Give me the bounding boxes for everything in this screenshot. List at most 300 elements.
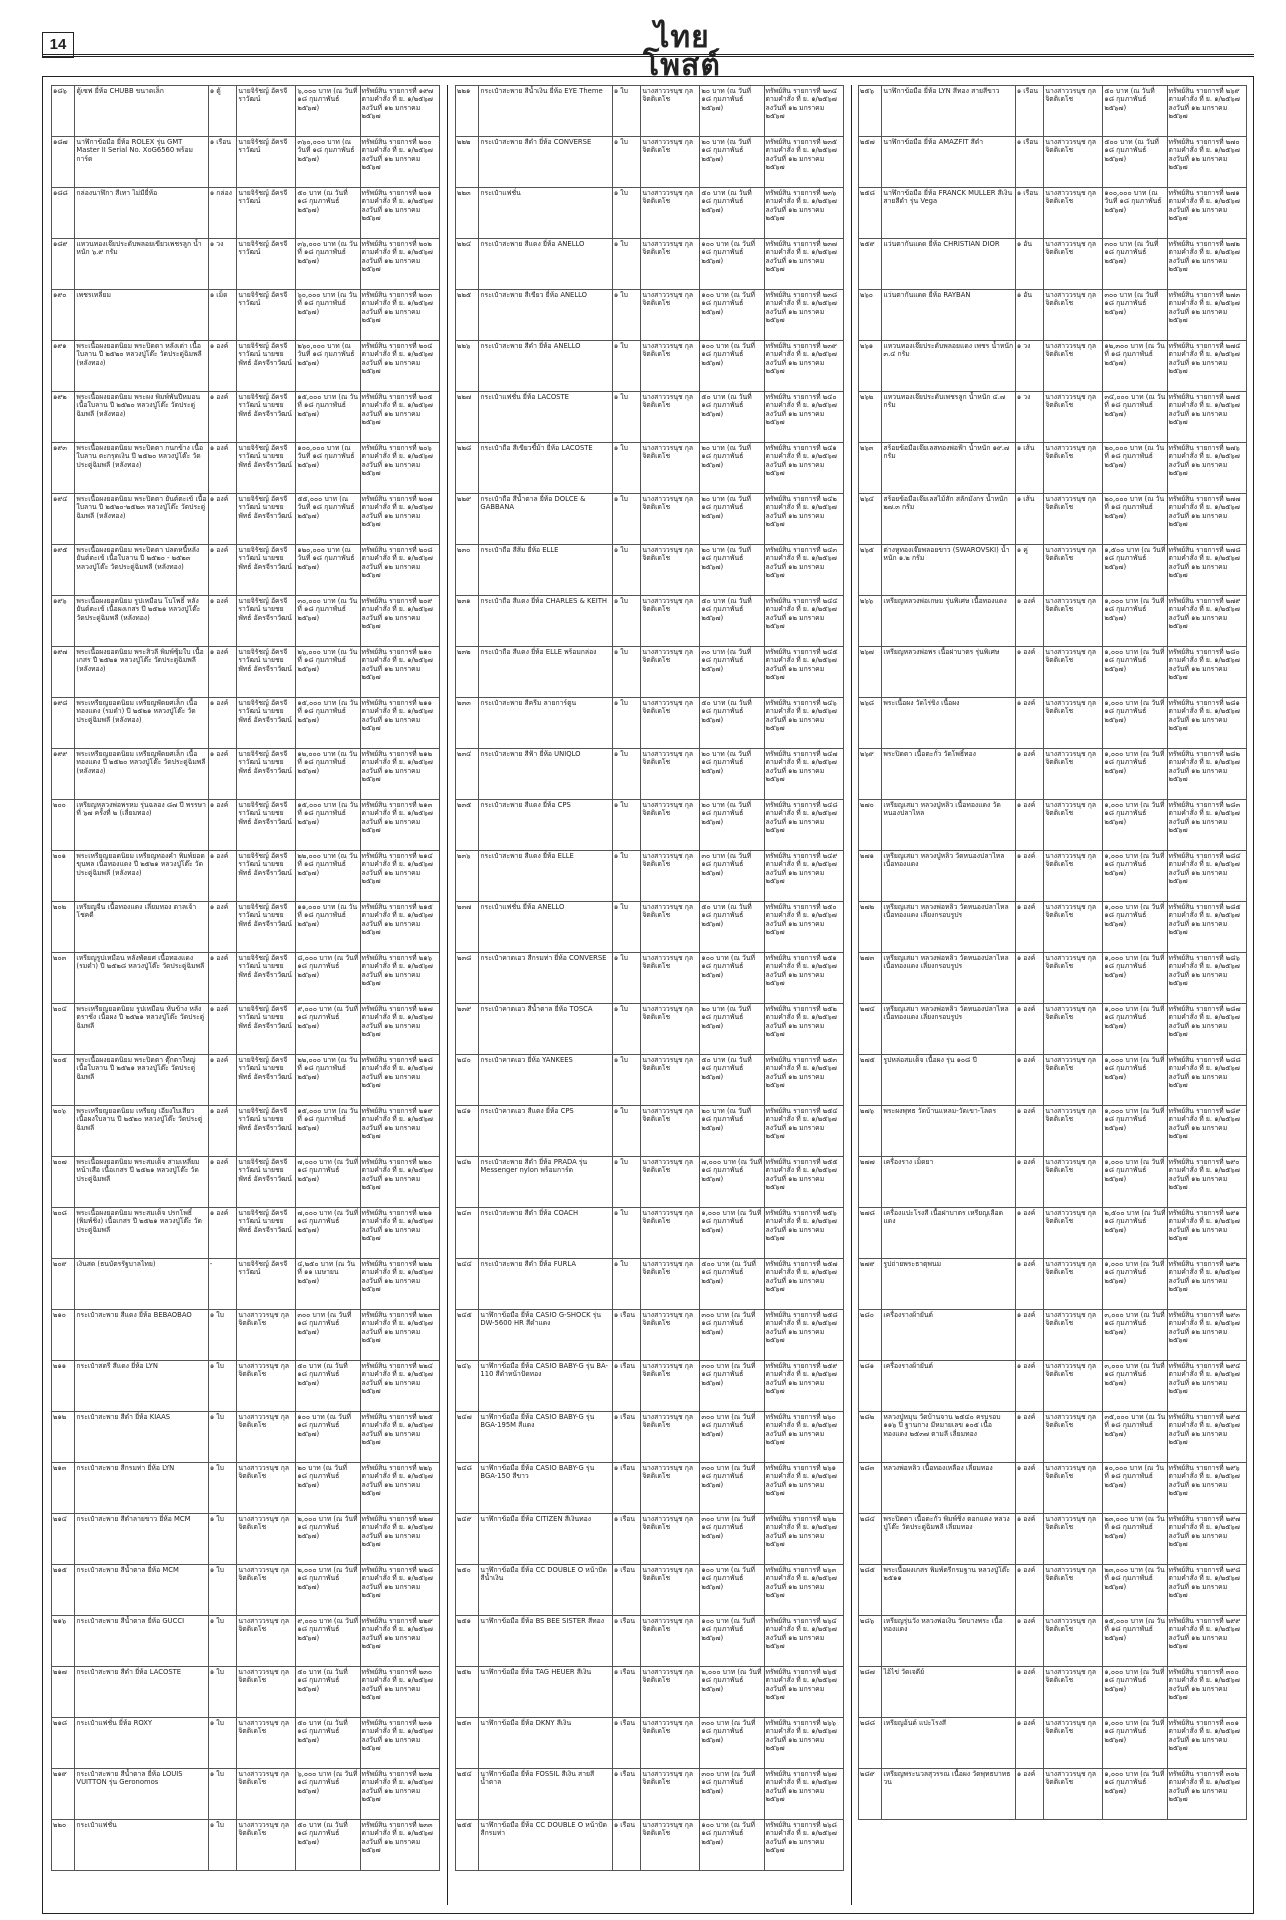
cell-no: ๒๑๐ (52, 1310, 75, 1361)
cell-item: ตู้เซฟ ยี่ห้อ CHUBB ขนาดเล็ก (75, 86, 208, 137)
cell-owner: นายจิรัชญ์ อัครจีราวัฒน์ (237, 239, 296, 290)
cell-status: ทรัพย์สิน รายการที่ ๒๐๕ ตามคำสั่ง ที่ ย. ๑/๒๕๖๗ ลงวันที่ ๑๒ มกราคม ๒๕๖๗ (360, 392, 439, 443)
cell-no: ๒๒๕ (456, 290, 479, 341)
table-row (456, 1514, 844, 1565)
cell-owner: นายจิรัชญ์ อัครจีราวัฒน์ นายชยพัทธ์ อัครจีราวัฒน์ (237, 851, 296, 902)
cell-value: ๑๐,๐๐๐ บาท (ณ วันที่ ๑๘ กุมภาพันธ์ ๒๕๖๗) (1103, 1463, 1167, 1514)
cell-status: ทรัพย์สิน รายการที่ ๒๙๘ ตามคำสั่ง ที่ ย. ๑/๒๕๖๗ ลงวันที่ ๑๒ มกราคม ๒๕๖๗ (1167, 1565, 1246, 1616)
cell-owner: นางสาววรนุช กุลจิตติเดโช (1044, 1259, 1103, 1310)
cell-qty: ๑ ใบ (612, 137, 641, 188)
table-row (52, 1208, 440, 1259)
cell-item: กระเป๋าสะพาย สีแดง ยี่ห้อ BEBAOBAO (75, 1310, 208, 1361)
cell-owner: นายจิรัชญ์ อัครจีราวัฒน์ นายชยพัทธ์ อัครจีราวัฒน์ (237, 494, 296, 545)
cell-status: ทรัพย์สิน รายการที่ ๒๔๓ ตามคำสั่ง ที่ ย. ๑/๒๕๖๗ ลงวันที่ ๑๒ มกราคม ๒๕๖๗ (764, 545, 843, 596)
table-row (456, 188, 844, 239)
cell-no: ๒๖๔ (859, 494, 882, 545)
table-row (52, 902, 440, 953)
cell-status: ทรัพย์สิน รายการที่ ๒๑๐ ตามคำสั่ง ที่ ย. ๑/๒๕๖๗ ลงวันที่ ๑๒ มกราคม ๒๕๖๗ (360, 647, 439, 698)
cell-qty: ๑ ใบ (612, 290, 641, 341)
cell-qty: ๑ ใบ (612, 1106, 641, 1157)
table-row (859, 494, 1247, 545)
cell-item: ต่างหูทองเจ๊ยพลอยขาว (SWAROVSKI) น้ำหนัก ๑.๒ กรัม (882, 545, 1015, 596)
cell-qty: ๑ เรือน (1015, 188, 1044, 239)
cell-no: ๒๔๑ (456, 1106, 479, 1157)
cell-no: ๒๑๘ (52, 1718, 75, 1769)
cell-owner: นางสาววรนุช กุลจิตติเดโช (237, 1412, 296, 1463)
cell-value: ๑๐๐,๐๐๐ บาท (ณ วันที่ ๑๘ กุมภาพันธ์ ๒๕๖๗) (296, 443, 360, 494)
cell-no: ๒๗๑ (859, 851, 882, 902)
cell-owner: นางสาววรนุช กุลจิตติเดโช (1044, 902, 1103, 953)
cell-qty: ๑ องค์ (1015, 749, 1044, 800)
cell-no: ๒๖๖ (859, 596, 882, 647)
cell-qty: ๑ องค์ (208, 851, 237, 902)
cell-value: ๑๐๐ บาท (ณ วันที่ ๑๘ กุมภาพันธ์ ๒๕๖๗) (700, 239, 764, 290)
cell-status: ทรัพย์สิน รายการที่ ๒๔๙ ตามคำสั่ง ที่ ย. ๑/๒๕๖๗ ลงวันที่ ๑๒ มกราคม ๒๕๖๗ (764, 851, 843, 902)
cell-status: ทรัพย์สิน รายการที่ ๒๓๐ ตามคำสั่ง ที่ ย. ๑/๒๕๖๗ ลงวันที่ ๑๒ มกราคม ๒๕๖๗ (360, 1667, 439, 1718)
table-row (52, 1514, 440, 1565)
cell-no: ๑๙๓ (52, 443, 75, 494)
cell-item: กระเป๋าสะพาย สีเขียว ยี่ห้อ ANELLO (479, 290, 612, 341)
cell-item: กระเป๋าแฟชั่น ยี่ห้อ ANELLO (479, 902, 612, 953)
cell-status: ทรัพย์สิน รายการที่ ๒๔๑ ตามคำสั่ง ที่ ย. ๑/๒๕๖๗ ลงวันที่ ๑๒ มกราคม ๒๕๖๗ (764, 443, 843, 494)
cell-item: เหรียญรูปเหมือน หลังพัดยศ เนื้อทองแดง (รมดำ) ปี ๒๕๒๘ หลวงปู่โต๊ะ วัดประดู่ฉิมพลี (75, 953, 208, 1004)
table-row (456, 1310, 844, 1361)
cell-qty: ๑ ใบ (208, 1616, 237, 1667)
cell-item: กระเป๋าสะพาย สีครีม ลายการ์ตูน (479, 698, 612, 749)
cell-owner: นางสาววรนุช กุลจิตติเดโช (641, 494, 700, 545)
cell-owner: นายจิรัชญ์ อัครจีราวัฒน์ (237, 188, 296, 239)
cell-status: ทรัพย์สิน รายการที่ ๒๗๗ ตามคำสั่ง ที่ ย. ๑/๒๕๖๗ ลงวันที่ ๑๒ มกราคม ๒๕๖๗ (1167, 494, 1246, 545)
cell-no: ๒๗๙ (859, 1259, 882, 1310)
cell-item: นาฬิกาข้อมือ ยี่ห้อ FOSSIL สีเงิน สายสีน้ำตาล (479, 1769, 612, 1820)
table-row (52, 137, 440, 188)
cell-status: ทรัพย์สิน รายการที่ ๒๒๔ ตามคำสั่ง ที่ ย. ๑/๒๕๖๗ ลงวันที่ ๑๒ มกราคม ๒๕๖๗ (360, 1361, 439, 1412)
cell-item: เหรียญเสมา หลวงพ่อหลิว วัดหนองปลาไหล เนื้อทองแดง เลี่ยงกรอบรูปร (882, 902, 1015, 953)
cell-qty: ๑ ใบ (612, 902, 641, 953)
cell-value: ๓๐๐ บาท (ณ วันที่ ๑๘ กุมภาพันธ์ ๒๕๖๗) (1103, 290, 1167, 341)
cell-owner: นางสาววรนุช กุลจิตติเดโช (641, 290, 700, 341)
cell-value: ๕๐ บาท (ณ วันที่ ๑๘ กุมภาพันธ์ ๒๕๖๗) (296, 1667, 360, 1718)
cell-owner: นางสาววรนุช กุลจิตติเดโช (641, 953, 700, 1004)
cell-qty: ๑ เส้น (1015, 443, 1044, 494)
cell-item: พระเนื้อผงยอดนิยม พระปิดตา ปลดหนี้หลังยันต์ตะเข้ เนื้อใบลาน ปี ๒๕๒๐ - ๒๕๒๓ หลวงปู่โต๊ะ วัดประดู่ฉิมพลี (หลังทอง) (75, 545, 208, 596)
cell-qty: ๑ เส้น (1015, 494, 1044, 545)
cell-no: ๒๓๔ (456, 749, 479, 800)
cell-qty: ๑ ใบ (612, 545, 641, 596)
cell-no: ๒๓๗ (456, 902, 479, 953)
table-row (456, 1718, 844, 1769)
cell-qty: ๑ คู่ (1015, 545, 1044, 596)
cell-item: นาฬิกาข้อมือ ยี่ห้อ LYN สีทอง สายสีขาว (882, 86, 1015, 137)
cell-value: ๓,๐๐๐ บาท (ณ วันที่ ๑๘ กุมภาพันธ์ ๒๕๖๗) (1103, 1361, 1167, 1412)
cell-owner: นายจิรัชญ์ อัครจีราวัฒน์ นายชยพัทธ์ อัครจีราวัฒน์ (237, 902, 296, 953)
table-row (456, 1361, 844, 1412)
cell-value: ๒๐ บาท (ณ วันที่ ๑๘ กุมภาพันธ์ ๒๕๖๗) (700, 1106, 764, 1157)
cell-owner: นางสาววรนุช กุลจิตติเดโช (237, 1820, 296, 1871)
cell-qty: ๑ องค์ (1015, 1208, 1044, 1259)
cell-status: ทรัพย์สิน รายการที่ ๒๓๕ ตามคำสั่ง ที่ ย. ๑/๒๕๖๗ ลงวันที่ ๑๒ มกราคม ๒๕๖๗ (764, 137, 843, 188)
cell-no: ๒๓๙ (456, 1004, 479, 1055)
cell-value: ๓๐๐ บาท (ณ วันที่ ๑๘ กุมภาพันธ์ ๒๕๖๗) (700, 1769, 764, 1820)
table-row (456, 800, 844, 851)
cell-qty: ๑ ใบ (612, 596, 641, 647)
table-row (859, 392, 1247, 443)
cell-no: ๒๕๔ (456, 1769, 479, 1820)
cell-item: กระเป๋าสะพาย สีน้ำเงิน ยี่ห้อ EYE Theme (479, 86, 612, 137)
cell-owner: นางสาววรนุช กุลจิตติเดโช (641, 341, 700, 392)
cell-owner: นางสาววรนุช กุลจิตติเดโช (641, 1616, 700, 1667)
cell-value: ๑,๐๐๐ บาท (ณ วันที่ ๑๘ กุมภาพันธ์ ๒๕๖๗) (1103, 1157, 1167, 1208)
cell-value: ๒,๐๐๐ บาท (ณ วันที่ ๑๘ กุมภาพันธ์ ๒๕๖๗) (700, 1667, 764, 1718)
cell-no: ๒๖๓ (859, 443, 882, 494)
cell-no: ๑๘๘ (52, 188, 75, 239)
cell-status: ทรัพย์สิน รายการที่ ๒๐๖ ตามคำสั่ง ที่ ย. ๑/๒๕๖๗ ลงวันที่ ๑๒ มกราคม ๒๕๖๗ (360, 443, 439, 494)
cell-no: ๒๓๐ (456, 545, 479, 596)
cell-status: ทรัพย์สิน รายการที่ ๒๙๒ ตามคำสั่ง ที่ ย. ๑/๒๕๖๗ ลงวันที่ ๑๒ มกราคม ๒๕๖๗ (1167, 1259, 1246, 1310)
cell-qty: ๑ เรือน (612, 1514, 641, 1565)
cell-item: กระเป๋าสะพาย สีดำลายขาว ยี่ห้อ MCM (75, 1514, 208, 1565)
cell-no: ๒๑๖ (52, 1616, 75, 1667)
cell-value: ๙,๐๐๐ บาท (ณ วันที่ ๑๘ กุมภาพันธ์ ๒๕๖๗) (296, 1616, 360, 1667)
cell-status: ทรัพย์สิน รายการที่ ๒๙๙ ตามคำสั่ง ที่ ย. ๑/๒๕๖๗ ลงวันที่ ๑๒ มกราคม ๒๕๖๗ (1167, 1616, 1246, 1667)
cell-no: ๒๘๑ (859, 1361, 882, 1412)
cell-status: ทรัพย์สิน รายการที่ ๒๒๒ ตามคำสั่ง ที่ ย. ๑/๒๕๖๗ ลงวันที่ ๑๒ มกราคม ๒๕๖๗ (360, 1259, 439, 1310)
cell-item: นาฬิกาข้อมือ ยี่ห้อ BS BEE SISTER สีทอง (479, 1616, 612, 1667)
cell-owner: นางสาววรนุช กุลจิตติเดโช (641, 1004, 700, 1055)
cell-item: เครื่องแปะโรงสี เนื้อฝาบาตร เหรียญเลือดแดง (882, 1208, 1015, 1259)
cell-item: กระเป๋าคาดเอว ยี่ห้อ YANKEES (479, 1055, 612, 1106)
cell-item: แหวนทองเจ๊ยประดับพลอยแดง เพชร น้ำหนัก ๓.๔ กรัม (882, 341, 1015, 392)
cell-qty: ๑ ใบ (612, 86, 641, 137)
table-row (859, 1157, 1247, 1208)
cell-value: ๗,๐๐๐ บาท (ณ วันที่ ๑๘ กุมภาพันธ์ ๒๕๖๗) (296, 1157, 360, 1208)
cell-status: ทรัพย์สิน รายการที่ ๒๓๑ ตามคำสั่ง ที่ ย. ๑/๒๕๖๗ ลงวันที่ ๑๒ มกราคม ๒๕๖๗ (360, 1718, 439, 1769)
table-row (859, 1616, 1247, 1667)
cell-status: ทรัพย์สิน รายการที่ ๒๕๑ ตามคำสั่ง ที่ ย. ๑/๒๕๖๗ ลงวันที่ ๑๒ มกราคม ๒๕๖๗ (764, 953, 843, 1004)
cell-status: ทรัพย์สิน รายการที่ ๒๓๓ ตามคำสั่ง ที่ ย. ๑/๒๕๖๗ ลงวันที่ ๑๒ มกราคม ๒๕๖๗ (360, 1820, 439, 1871)
cell-no: ๑๙๒ (52, 392, 75, 443)
cell-item: เหรียญรุ่นวัง หลวงพ่อเงิน วัดบางพระ เนื้อทองแดง (882, 1616, 1015, 1667)
table-row (456, 392, 844, 443)
cell-value: ๕๐ บาท (ณ วันที่ ๑๘ กุมภาพันธ์ ๒๕๖๗) (700, 596, 764, 647)
cell-no: ๒๖๐ (859, 290, 882, 341)
cell-no: ๒๔๓ (456, 1208, 479, 1259)
cell-owner: นางสาววรนุช กุลจิตติเดโช (237, 1463, 296, 1514)
cell-qty: ๑ ใบ (612, 749, 641, 800)
cell-qty: ๑ ตู้ (208, 86, 237, 137)
cell-no: ๒๔๖ (456, 1361, 479, 1412)
cell-owner: นางสาววรนุช กุลจิตติเดโช (237, 1667, 296, 1718)
cell-item: พระเนื้อผงยอดนิยม พระผง พิมพ์พันปีหมอน เนื้อใบลาน ปี ๒๕๒๐ หลวงปู่โต๊ะ วัดประดู่ฉิมพลี (หลังทอง) (75, 392, 208, 443)
cell-qty: ๑ องค์ (208, 800, 237, 851)
cell-value: ๕๕,๐๐๐ บาท (ณ วันที่ ๑๘ กุมภาพันธ์ ๒๕๖๗) (296, 494, 360, 545)
cell-qty: ๑ องค์ (1015, 1106, 1044, 1157)
cell-status: ทรัพย์สิน รายการที่ ๒๙๕ ตามคำสั่ง ที่ ย. ๑/๒๕๖๗ ลงวันที่ ๑๒ มกราคม ๒๕๖๗ (1167, 1412, 1246, 1463)
cell-no: ๑๙๔ (52, 494, 75, 545)
cell-value: ๑,๐๐๐ บาท (ณ วันที่ ๑๘ กุมภาพันธ์ ๒๕๖๗) (1103, 800, 1167, 851)
cell-status: ทรัพย์สิน รายการที่ ๒๓๖ ตามคำสั่ง ที่ ย. ๑/๒๕๖๗ ลงวันที่ ๑๒ มกราคม ๒๕๖๗ (764, 188, 843, 239)
cell-no: ๒๕๗ (859, 137, 882, 188)
cell-owner: นายจิรัชญ์ อัครจีราวัฒน์ นายชยพัทธ์ อัครจีราวัฒน์ (237, 596, 296, 647)
cell-no: ๒๐๕ (52, 1055, 75, 1106)
cell-status: ทรัพย์สิน รายการที่ ๒๖๐ ตามคำสั่ง ที่ ย. ๑/๒๕๖๗ ลงวันที่ ๑๒ มกราคม ๒๕๖๗ (764, 1412, 843, 1463)
cell-no: ๒๒๑ (456, 86, 479, 137)
cell-qty: ๑ เรือน (1015, 86, 1044, 137)
table-row (52, 749, 440, 800)
cell-item: แว่นตากันแดด ยี่ห้อ CHRISTIAN DIOR (882, 239, 1015, 290)
cell-owner: นางสาววรนุช กุลจิตติเดโช (641, 1514, 700, 1565)
cell-value: ๑๒,๐๐๐ บาท (ณ วันที่ ๑๘ กุมภาพันธ์ ๒๕๖๗) (296, 749, 360, 800)
cell-value: ๓๐๐ บาท (ณ วันที่ ๑๘ กุมภาพันธ์ ๒๕๖๗) (700, 1412, 764, 1463)
cell-qty: ๑ องค์ (1015, 1259, 1044, 1310)
table-row (456, 1616, 844, 1667)
cell-value: ๒๒,๐๐๐ บาท (ณ วันที่ ๑๘ กุมภาพันธ์ ๒๕๖๗) (296, 1055, 360, 1106)
table-row (859, 1361, 1247, 1412)
cell-value: ๑๐๐ บาท (ณ วันที่ ๑๘ กุมภาพันธ์ ๒๕๖๗) (700, 1616, 764, 1667)
cell-item: เหรียญเสมา หลวงปู่หลิว เนื้อทองแดง วัดหนองปลาไหล (882, 800, 1015, 851)
cell-qty: ๑ องค์ (208, 647, 237, 698)
cell-qty: ๑ ใบ (208, 1412, 237, 1463)
cell-owner: นางสาววรนุช กุลจิตติเดโช (237, 1616, 296, 1667)
cell-item: กระเป๋าสะพาย สีน้ำตาล ยี่ห้อ LOUIS VUITTON รุ่น Geronomos (75, 1769, 208, 1820)
cell-item: เหรียญเสมา หลวงพ่อหลิว วัดหนองปลาไหล เนื้อทองแดง เลี่ยงกรอบรูปร (882, 953, 1015, 1004)
cell-value: ๒๓,๐๐๐ บาท (ณ วันที่ ๑๘ กุมภาพันธ์ ๒๕๖๗) (1103, 1565, 1167, 1616)
cell-owner: นายจิรัชญ์ อัครจีราวัฒน์ (237, 1259, 296, 1310)
cell-owner: นางสาววรนุช กุลจิตติเดโช (1044, 851, 1103, 902)
cell-no: ๒๘๘ (859, 1718, 882, 1769)
cell-no: ๑๙๙ (52, 749, 75, 800)
table-row (456, 698, 844, 749)
cell-no: ๒๔๕ (456, 1310, 479, 1361)
cell-status: ทรัพย์สิน รายการที่ ๒๐๑ ตามคำสั่ง ที่ ย. ๑/๒๕๖๗ ลงวันที่ ๑๒ มกราคม ๒๕๖๗ (360, 188, 439, 239)
cell-owner: นางสาววรนุช กุลจิตติเดโช (1044, 1412, 1103, 1463)
cell-status: ทรัพย์สิน รายการที่ ๒๗๕ ตามคำสั่ง ที่ ย. ๑/๒๕๖๗ ลงวันที่ ๑๒ มกราคม ๒๕๖๗ (1167, 392, 1246, 443)
cell-qty: ๑ องค์ (208, 698, 237, 749)
cell-qty: ๑ ใบ (612, 341, 641, 392)
cell-owner: นางสาววรนุช กุลจิตติเดโช (237, 1514, 296, 1565)
cell-value: ๕๐ บาท (ณ วันที่ ๑๘ กุมภาพันธ์ ๒๕๖๗) (296, 1718, 360, 1769)
cell-qty: ๑ ใบ (208, 1718, 237, 1769)
cell-no: ๒๕๘ (859, 188, 882, 239)
cell-item: กระเป๋าถือ สีแดง ยี่ห้อ ELLE พร้อมกล่อง (479, 647, 612, 698)
table-row (859, 1514, 1247, 1565)
cell-owner: นางสาววรนุช กุลจิตติเดโช (641, 1718, 700, 1769)
cell-qty: ๑ องค์ (208, 953, 237, 1004)
cell-owner: นางสาววรนุช กุลจิตติเดโช (641, 443, 700, 494)
table-row (52, 1055, 440, 1106)
cell-value: ๑๐๐ บาท (ณ วันที่ ๑๘ กุมภาพันธ์ ๒๕๖๗) (700, 341, 764, 392)
cell-status: ทรัพย์สิน รายการที่ ๒๓๗ ตามคำสั่ง ที่ ย. ๑/๒๕๖๗ ลงวันที่ ๑๒ มกราคม ๒๕๖๗ (764, 239, 843, 290)
cell-item: กระเป๋าถือ สีน้ำตาล ยี่ห้อ DOLCE & GABBANA (479, 494, 612, 545)
cell-qty: ๑ องค์ (1015, 800, 1044, 851)
table-row (456, 596, 844, 647)
cell-status: ทรัพย์สิน รายการที่ ๒๒๓ ตามคำสั่ง ที่ ย. ๑/๒๕๖๗ ลงวันที่ ๑๒ มกราคม ๒๕๖๗ (360, 1310, 439, 1361)
table-row (859, 749, 1247, 800)
cell-status: ทรัพย์สิน รายการที่ ๒๔๒ ตามคำสั่ง ที่ ย. ๑/๒๕๖๗ ลงวันที่ ๑๒ มกราคม ๒๕๖๗ (764, 494, 843, 545)
cell-value: ๑๐๐ บาท (ณ วันที่ ๑๘ กุมภาพันธ์ ๒๕๖๗) (296, 1412, 360, 1463)
cell-value: ๑๕,๐๐๐ บาท (ณ วันที่ ๑๘ กุมภาพันธ์ ๒๕๖๗) (296, 392, 360, 443)
cell-value: ๓๐,๐๐๐ บาท (ณ วันที่ ๑๘ กุมภาพันธ์ ๒๕๖๗) (296, 596, 360, 647)
cell-value: ๒๓,๐๐๐ บาท (ณ วันที่ ๑๘ กุมภาพันธ์ ๒๕๖๗) (1103, 1514, 1167, 1565)
table-row (859, 851, 1247, 902)
cell-item: กระเป๋าแฟชั่น ยี่ห้อ LACOSTE (479, 392, 612, 443)
cell-status: ทรัพย์สิน รายการที่ ๒๗๐ ตามคำสั่ง ที่ ย. ๑/๒๕๖๗ ลงวันที่ ๑๒ มกราคม ๒๕๖๗ (1167, 137, 1246, 188)
cell-status: ทรัพย์สิน รายการที่ ๒๖๗ ตามคำสั่ง ที่ ย. ๑/๒๕๖๗ ลงวันที่ ๑๒ มกราคม ๒๕๖๗ (764, 1769, 843, 1820)
table-row (52, 1769, 440, 1820)
cell-qty: ๑ เม็ด (208, 290, 237, 341)
cell-qty: ๑ องค์ (208, 1208, 237, 1259)
table-row (859, 239, 1247, 290)
cell-no: ๒๘๐ (859, 1310, 882, 1361)
cell-value: ๕๐ บาท (ณ วันที่ ๑๘ กุมภาพันธ์ ๒๕๖๗) (1103, 86, 1167, 137)
header-rule (42, 54, 1254, 57)
table-row (52, 1259, 440, 1310)
cell-value: ๓๐๐ บาท (ณ วันที่ ๑๘ กุมภาพันธ์ ๒๕๖๗) (700, 1718, 764, 1769)
cell-no: ๒๑๑ (52, 1361, 75, 1412)
cell-value: ๘,๐๐๐ บาท (ณ วันที่ ๑๘ กุมภาพันธ์ ๒๕๖๗) (296, 953, 360, 1004)
cell-value: ๒๖,๐๐๐ บาท (ณ วันที่ ๑๘ กุมภาพันธ์ ๒๕๖๗) (296, 647, 360, 698)
cell-qty: ๑ ใบ (612, 494, 641, 545)
cell-qty: ๑ องค์ (208, 596, 237, 647)
cell-owner: นายจิรัชญ์ อัครจีราวัฒน์ นายชยพัทธ์ อัครจีราวัฒน์ (237, 1106, 296, 1157)
table-row (52, 1616, 440, 1667)
table-row (859, 1055, 1247, 1106)
cell-owner: นางสาววรนุช กุลจิตติเดโช (641, 1157, 700, 1208)
cell-item: กระเป๋าสะพาย สีดำ ยี่ห้อ CONVERSE (479, 137, 612, 188)
cell-value: ๑๕,๐๐๐ บาท (ณ วันที่ ๑๘ กุมภาพันธ์ ๒๕๖๗) (1103, 1616, 1167, 1667)
cell-no: ๒๗๒ (859, 902, 882, 953)
cell-status: ทรัพย์สิน รายการที่ ๒๖๓ ตามคำสั่ง ที่ ย. ๑/๒๕๖๗ ลงวันที่ ๑๒ มกราคม ๒๕๖๗ (764, 1565, 843, 1616)
cell-item: หลวงปู่หมุน วัดบ้านจาน ๒๕๔๐ ครบรอบ ๑๑๖ ปี ฐานกาง มีหมายเลข ๑๐๕ เนื้อทองแดง ๒๕๓๗ ตามลี เลี่ยมทอง (882, 1412, 1015, 1463)
asset-table-2 (455, 85, 844, 1871)
table-row (456, 137, 844, 188)
cell-item: นาฬิกาข้อมือ ยี่ห้อ FRANCK MULLER สีเงิน สายสีดำ รุ่น Vega (882, 188, 1015, 239)
cell-qty: ๑ ใบ (208, 1769, 237, 1820)
cell-no: ๒๖๑ (859, 341, 882, 392)
cell-status: ทรัพย์สิน รายการที่ ๒๙๖ ตามคำสั่ง ที่ ย. ๑/๒๕๖๗ ลงวันที่ ๑๒ มกราคม ๒๕๖๗ (1167, 1463, 1246, 1514)
table-row (52, 239, 440, 290)
table-row (456, 953, 844, 1004)
cell-status: ทรัพย์สิน รายการที่ ๒๖๕ ตามคำสั่ง ที่ ย. ๑/๒๕๖๗ ลงวันที่ ๑๒ มกราคม ๒๕๖๗ (764, 1667, 843, 1718)
table-row (456, 443, 844, 494)
cell-value: ๑,๐๐๐ บาท (ณ วันที่ ๑๘ กุมภาพันธ์ ๒๕๖๗) (1103, 953, 1167, 1004)
masthead-logo: ไทยโพสต์ (643, 20, 721, 83)
cell-value: ๒๐ บาท (ณ วันที่ ๑๘ กุมภาพันธ์ ๒๕๖๗) (700, 1004, 764, 1055)
cell-status: ทรัพย์สิน รายการที่ ๒๖๙ ตามคำสั่ง ที่ ย. ๑/๒๕๖๗ ลงวันที่ ๑๒ มกราคม ๒๕๖๗ (1167, 86, 1246, 137)
cell-qty: ๑ องค์ (208, 494, 237, 545)
cell-status: ทรัพย์สิน รายการที่ ๒๘๕ ตามคำสั่ง ที่ ย. ๑/๒๕๖๗ ลงวันที่ ๑๒ มกราคม ๒๕๖๗ (1167, 902, 1246, 953)
cell-value: ๑,๐๐๐ บาท (ณ วันที่ ๑๘ กุมภาพันธ์ ๒๕๖๗) (700, 1208, 764, 1259)
cell-status: ทรัพย์สิน รายการที่ ๒๗๖ ตามคำสั่ง ที่ ย. ๑/๒๕๖๗ ลงวันที่ ๑๒ มกราคม ๒๕๖๗ (1167, 443, 1246, 494)
cell-owner: นางสาววรนุช กุลจิตติเดโช (641, 647, 700, 698)
table-row (859, 443, 1247, 494)
cell-owner: นางสาววรนุช กุลจิตติเดโช (1044, 1310, 1103, 1361)
table-row (456, 1259, 844, 1310)
cell-qty: ๑ องค์ (208, 902, 237, 953)
cell-item: สร้อยข้อมือเจ๊ยเลสทองพ่อฟ้า น้ำหนัก ๑๙.๗ กรัม (882, 443, 1015, 494)
asset-table-1 (51, 85, 440, 1871)
cell-value: ๑,๕๐๐ บาท (ณ วันที่ ๑๘ กุมภาพันธ์ ๒๕๖๗) (1103, 545, 1167, 596)
cell-item: กระเป๋าแฟชั่น (479, 188, 612, 239)
page-number: 14 (42, 32, 74, 58)
table-row (859, 1718, 1247, 1769)
cell-no: ๒๔๗ (456, 1412, 479, 1463)
table-row (859, 1463, 1247, 1514)
cell-value: ๑,๐๐๐ บาท (ณ วันที่ ๑๘ กุมภาพันธ์ ๒๕๖๗) (1103, 749, 1167, 800)
cell-item: กระเป๋าสตรี สีแดง ยี่ห้อ LYN (75, 1361, 208, 1412)
table-row (52, 341, 440, 392)
cell-item: กระเป๋าสะพาย สีแดง ยี่ห้อ ANELLO (479, 239, 612, 290)
cell-no: ๒๘๒ (859, 1412, 882, 1463)
cell-value: ๒,๐๐๐ บาท (ณ วันที่ ๑๘ กุมภาพันธ์ ๒๕๖๗) (296, 1565, 360, 1616)
table-row (859, 86, 1247, 137)
cell-item: กระเป๋าคาดเอว สีกรมท่า ยี่ห้อ CONVERSE (479, 953, 612, 1004)
cell-owner: นางสาววรนุช กุลจิตติเดโช (1044, 1106, 1103, 1157)
cell-item: กระเป๋าคาดเอว สีแดง ยี่ห้อ CPS (479, 1106, 612, 1157)
cell-value: ๑,๐๐๐ บาท (ณ วันที่ ๑๘ กุมภาพันธ์ ๒๕๖๗) (1103, 1259, 1167, 1310)
cell-value: ๓๕,๐๐๐ บาท (ณ วันที่ ๑๘ กุมภาพันธ์ ๒๕๖๗) (1103, 1412, 1167, 1463)
table-row (859, 1004, 1247, 1055)
cell-status: ทรัพย์สิน รายการที่ ๒๔๔ ตามคำสั่ง ที่ ย. ๑/๒๕๖๗ ลงวันที่ ๑๒ มกราคม ๒๕๖๗ (764, 596, 843, 647)
cell-status: ทรัพย์สิน รายการที่ ๒๖๑ ตามคำสั่ง ที่ ย. ๑/๒๕๖๗ ลงวันที่ ๑๒ มกราคม ๒๕๖๗ (764, 1463, 843, 1514)
cell-item: พระเนื้อผงยอดนิยม พระสมเด็จ สามเหลี่ยมหน้าเสือ เนื้อเกสร ปี ๒๕๒๑ หลวงปู่โต๊ะ วัดประดู่ฉิมพลี (75, 1157, 208, 1208)
cell-item: พระเนื้อผงยอดนิยม รูปเหมือน โบโพธิ์ หลังยันต์ตะเข้ เนื้อผงเกสร ปี ๒๕๒๑ หลวงปู่โต๊ะ วัดประดู่ฉิมพลี (หลังทอง) (75, 596, 208, 647)
cell-item: กระเป๋าสะพาย สีแดง ยี่ห้อ ELLE (479, 851, 612, 902)
cell-owner: นายจิรัชญ์ อัครจีราวัฒน์ นายชยพัทธ์ อัครจีราวัฒน์ (237, 800, 296, 851)
table-row (52, 545, 440, 596)
table-row (859, 647, 1247, 698)
table-row (52, 1157, 440, 1208)
cell-item: เหรียญจีน เนื้อทองแดง เลี่ยมทอง ตาลเจ้าโชคดี (75, 902, 208, 953)
cell-qty: ๑ เรือน (612, 1820, 641, 1871)
cell-status: ทรัพย์สิน รายการที่ ๑๙๗ ตามคำสั่ง ที่ ย. ๑/๒๕๖๗ ลงวันที่ ๑๒ มกราคม ๒๕๖๗ (360, 86, 439, 137)
cell-value: ๓๐๐ บาท (ณ วันที่ ๑๘ กุมภาพันธ์ ๒๕๖๗) (700, 1514, 764, 1565)
cell-value: ๒๐ บาท (ณ วันที่ ๑๘ กุมภาพันธ์ ๒๕๖๗) (700, 545, 764, 596)
cell-value: ๒๐ บาท (ณ วันที่ ๑๘ กุมภาพันธ์ ๒๕๖๗) (700, 443, 764, 494)
cell-no: ๒๖๗ (859, 647, 882, 698)
cell-no: ๒๓๓ (456, 698, 479, 749)
cell-owner: นายจิรัชญ์ อัครจีราวัฒน์ (237, 137, 296, 188)
cell-item: พระเนื้อผง วัดไร่ขิง เนื้อผง (882, 698, 1015, 749)
cell-qty: ๑ เรือน (612, 1463, 641, 1514)
cell-no: ๒๒๙ (456, 494, 479, 545)
cell-no: ๒๑๗ (52, 1667, 75, 1718)
cell-status: ทรัพย์สิน รายการที่ ๒๙๗ ตามคำสั่ง ที่ ย. ๑/๒๕๖๗ ลงวันที่ ๑๒ มกราคม ๒๕๖๗ (1167, 1514, 1246, 1565)
cell-no: ๒๗๗ (859, 1157, 882, 1208)
cell-owner: นายจิรัชญ์ อัครจีราวัฒน์ นายชยพัทธ์ อัครจีราวัฒน์ (237, 1004, 296, 1055)
table-row (859, 953, 1247, 1004)
cell-owner: นางสาววรนุช กุลจิตติเดโช (641, 188, 700, 239)
cell-status: ทรัพย์สิน รายการที่ ๒๘๓ ตามคำสั่ง ที่ ย. ๑/๒๕๖๗ ลงวันที่ ๑๒ มกราคม ๒๕๖๗ (1167, 800, 1246, 851)
cell-value: ๖,๐๐๐ บาท (ณ วันที่ ๑๘ กุมภาพันธ์ ๒๕๖๗) (296, 1769, 360, 1820)
cell-value: ๒๐ บาท (ณ วันที่ ๑๘ กุมภาพันธ์ ๒๕๖๗) (700, 800, 764, 851)
table-row (859, 902, 1247, 953)
cell-no: ๒๕๐ (456, 1565, 479, 1616)
cell-status: ทรัพย์สิน รายการที่ ๒๐๒ ตามคำสั่ง ที่ ย. ๑/๒๕๖๗ ลงวันที่ ๑๒ มกราคม ๒๕๖๗ (360, 239, 439, 290)
cell-qty: ๑ องค์ (1015, 1616, 1044, 1667)
cell-owner: นายจิรัชญ์ อัครจีราวัฒน์ (237, 290, 296, 341)
cell-value: ๒๐ บาท (ณ วันที่ ๑๘ กุมภาพันธ์ ๒๕๖๗) (700, 137, 764, 188)
table-row (52, 953, 440, 1004)
cell-item: กระเป๋าสะพาย สีแดง ยี่ห้อ CPS (479, 800, 612, 851)
cell-value: ๑,๐๐๐ บาท (ณ วันที่ ๑๘ กุมภาพันธ์ ๒๕๖๗) (1103, 1055, 1167, 1106)
cell-owner: นางสาววรนุช กุลจิตติเดโช (641, 698, 700, 749)
cell-value: ๑,๐๐๐ บาท (ณ วันที่ ๑๘ กุมภาพันธ์ ๒๕๖๗) (1103, 1106, 1167, 1157)
cell-item: พระปิดตา เนื้อตะกั่ว พิมพ์ชิ่ง ตอกแดง หลวงปู่โต๊ะ วัดประดู่ฉิมพลี เลี่ยมทอง (882, 1514, 1015, 1565)
cell-qty: ๑ องค์ (208, 545, 237, 596)
cell-item: พระเหรียญยอดนิยม เหรียญ เอียงใบเสียว เนื้อผงใบลาน ปี ๒๕๒๐ หลวงปู่โต๊ะ วัดประดู่ฉิมพลี (75, 1106, 208, 1157)
cell-no: ๒๔๙ (456, 1514, 479, 1565)
